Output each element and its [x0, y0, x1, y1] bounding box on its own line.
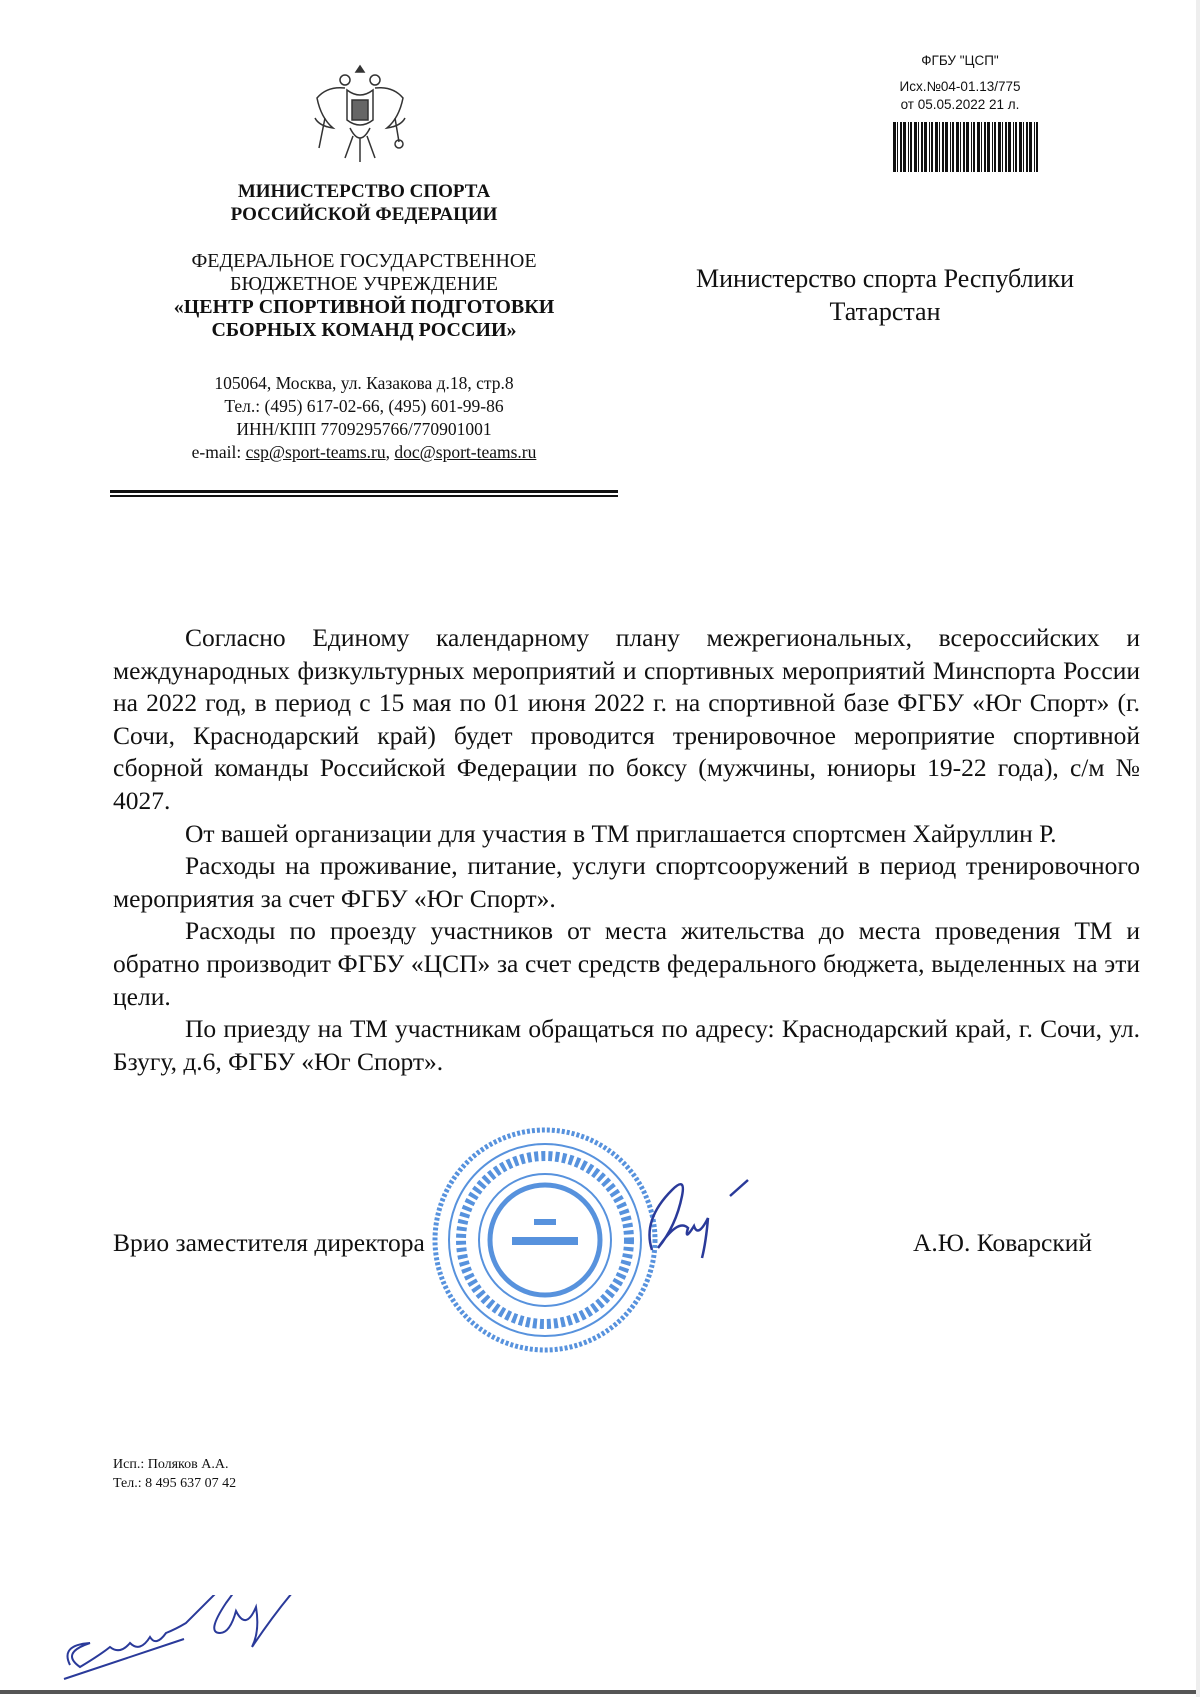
body-paragraph: От вашей организации для участия в ТМ приглашается спортсмен Хайруллин Р.: [185, 818, 1057, 848]
signer-title: Врио заместителя директора: [113, 1228, 425, 1257]
body-paragraph: Расходы на проживание, питание, услуги спортсооружений в период тренировочного мероприятия за счет ФГБУ «Юг Спорт».: [113, 851, 1140, 913]
barcode-bar: [1023, 122, 1024, 172]
email-link-csp[interactable]: csp@sport-teams.ru: [245, 442, 386, 462]
page-bottom-edge: [0, 1690, 1200, 1694]
barcode-bar: [908, 122, 909, 172]
barcode-bar: [945, 122, 948, 172]
letterhead-divider-second: [110, 495, 618, 497]
barcode-bar: [1029, 122, 1032, 172]
organization-contacts: 105064, Москва, ул. Казакова д.18, стр.8 Тел.: (495) 617-02-66, (495) 601-99-86 ИНН/КПП 7709295766/770901001 e-mail: csp@sport-teams.ru, doc@sport-teams.ru: [191, 373, 537, 462]
handwritten-initials: [50, 1595, 400, 1685]
barcode-bar: [960, 122, 961, 172]
barcode-bar: [950, 122, 951, 172]
barcode-bar: [910, 122, 912, 172]
barcode-bar: [921, 122, 923, 172]
barcode: [893, 122, 1038, 172]
barcode-bar: [931, 122, 933, 172]
barcode-bar: [987, 122, 990, 172]
body-paragraph: Расходы по проезду участников от места жительства до места проведения ТМ и обратно производит ФГБУ «ЦСП» за счет средств федерального бюджета, выделенных на эти цели.: [113, 916, 1140, 1011]
organization-name: ФЕДЕРАЛЬНОЕ ГОСУДАРСТВЕННОЕ БЮДЖЕТНОЕ УЧРЕЖДЕНИЕ «ЦЕНТР СПОРТИВНОЙ ПОДГОТОВКИ СБОРНЫХ КОМАНД РОССИИ»: [173, 250, 555, 341]
barcode-bar: [1002, 122, 1003, 172]
barcode-bar: [1026, 122, 1028, 172]
barcode-bar: [1019, 122, 1022, 172]
barcode-bar: [963, 122, 965, 172]
coat-of-arms-emblem: [305, 58, 415, 168]
barcode-bar: [992, 122, 993, 172]
barcode-bar: [939, 122, 940, 172]
executor-info: Исп.: Поляков А.А. Тел.: 8 495 637 07 42: [113, 1457, 237, 1491]
barcode-bar: [966, 122, 969, 172]
barcode-bar: [942, 122, 944, 172]
barcode-bar: [903, 122, 906, 172]
barcode-bar: [952, 122, 954, 172]
barcode-bar: [924, 122, 927, 172]
barcode-bar: [984, 122, 986, 172]
barcode-bar: [935, 122, 938, 172]
recipient: Министерство спорта Республики Татарстан: [695, 264, 1075, 326]
letter-body: [113, 622, 1140, 1078]
barcode-bar: [897, 122, 898, 172]
barcode-bar: [1034, 122, 1035, 172]
body-paragraph: Согласно Единому календарному плану межрегиональных, всероссийских и международных физкультурных мероприятий и спортивных мероприятий Минспорта России на 2022 год, в период с 15 мая по 01 июня 2022 г. на спортивной базе ФГБУ «Юг Спорт» (г. Сочи, Краснодарский край) будет проводится тренировочное мероприятие спортивной сборной команды Российской Федерации по боксу (мужчины, юниоры 19-22 года), с/м № 4027.: [113, 623, 1140, 815]
letterhead-divider: [110, 490, 618, 493]
email-link-doc[interactable]: doc@sport-teams.ru: [394, 442, 537, 462]
barcode-bar: [918, 122, 919, 172]
barcode-bar: [1015, 122, 1017, 172]
barcode-bar: [981, 122, 982, 172]
barcode-bar: [1036, 122, 1038, 172]
barcode-bar: [994, 122, 996, 172]
barcode-bar: [956, 122, 959, 172]
barcode-bar: [1008, 122, 1011, 172]
body-paragraph: По приезду на ТМ участникам обращаться по адресу: Краснодарский край, г. Сочи, ул. Бзугу, д.6, ФГБУ «Юг Спорт».: [113, 1014, 1140, 1076]
barcode-bar: [900, 122, 902, 172]
barcode-bar: [929, 122, 930, 172]
barcode-bar: [1013, 122, 1014, 172]
barcode-bar: [1005, 122, 1007, 172]
page-right-edge: [1196, 0, 1200, 1697]
director-signature: [640, 1170, 770, 1260]
signer-name: А.Ю. Коварский: [913, 1228, 1093, 1257]
barcode-bar: [914, 122, 917, 172]
official-seal-stamp: [430, 1125, 660, 1355]
barcode-bar: [977, 122, 980, 172]
barcode-bar: [973, 122, 975, 172]
ministry-title: МИНИСТЕРСТВО СПОРТА РОССИЙСКОЙ ФЕДЕРАЦИИ: [230, 181, 498, 225]
registration-stamp: ФГБУ "ЦСП" Исх.№04-01.13/775 от 05.05.2022 21 л.: [899, 53, 1021, 112]
barcode-bar: [893, 122, 896, 172]
barcode-bar: [998, 122, 1001, 172]
barcode-bar: [971, 122, 972, 172]
